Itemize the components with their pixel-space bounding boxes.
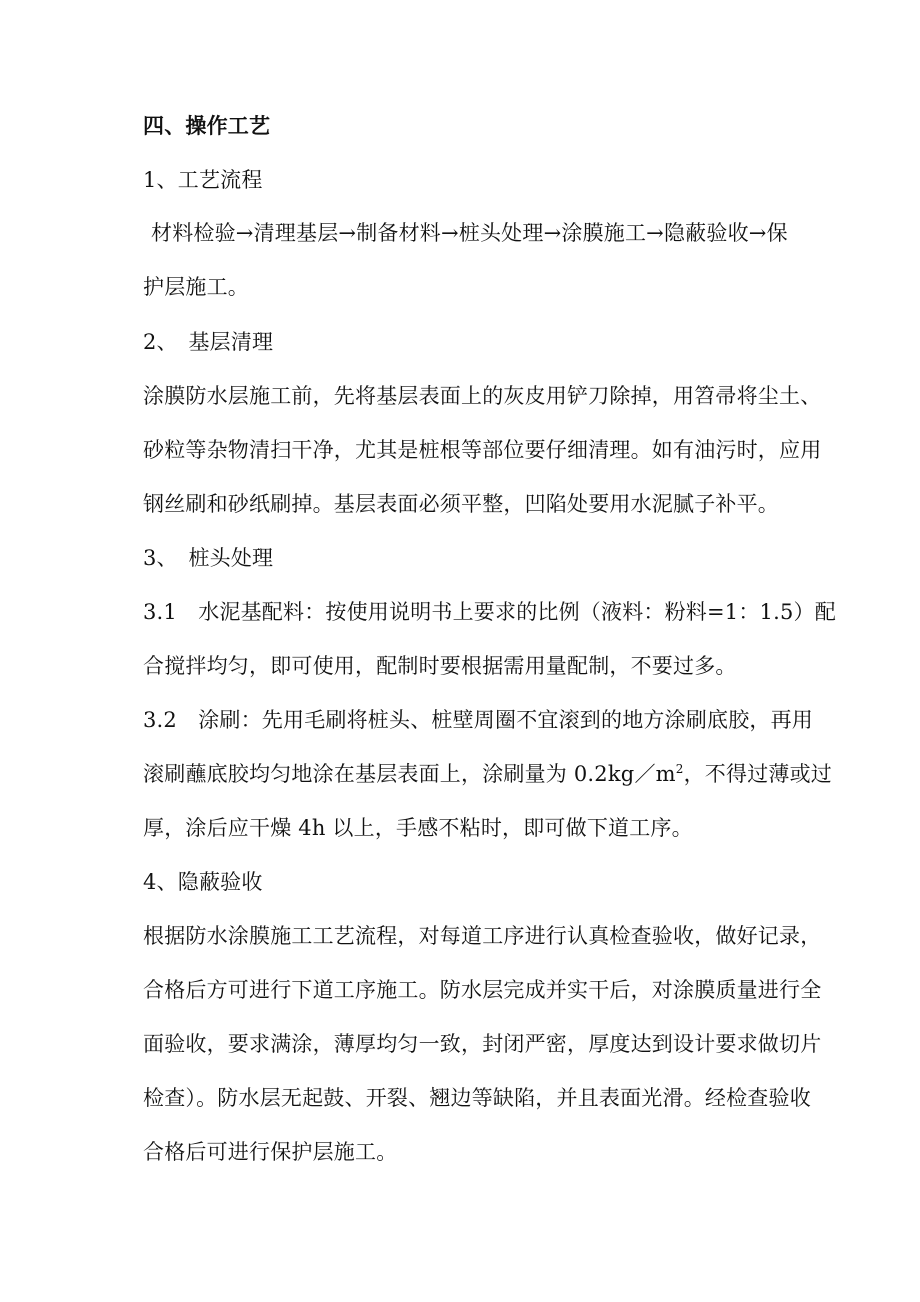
cement-mixing-line-2: 合搅拌均匀，即可使用，配制时要根据需用量配制，不要过多。 <box>143 654 737 678</box>
acceptance-line-3: 面验收，要求满涂，薄厚均匀一致，封闭严密，厚度达到设计要求做切片 <box>143 1032 822 1056</box>
acceptance-line-4: 检查）。防水层无起鼓、开裂、翘边等缺陷，并且表面光滑。经检查验收 <box>143 1086 811 1110</box>
brushing-line-1: 3.2 涂刷：先用毛刷将桩头、桩壁周圈不宜滚到的地方涂刷底胶，再用 <box>143 708 813 732</box>
base-cleaning-line-3: 钢丝刷和砂纸刷掉。基层表面必须平整，凹陷处要用水泥腻子补平。 <box>143 492 779 516</box>
section-title: 四、操作工艺 <box>143 113 271 138</box>
brushing-line-2-text-a: 滚刷蘸底胶均匀地涂在基层表面上，涂刷量为 0.2kg／m <box>143 762 676 786</box>
brushing-line-2-text-b: ，不得过薄或过 <box>683 762 833 786</box>
base-cleaning-line-2: 砂粒等杂物清扫干净，尤其是桩根等部位要仔细清理。如有油污时，应用 <box>143 438 822 462</box>
brushing-line-2 <box>143 760 843 788</box>
base-cleaning-line-1: 涂膜防水层施工前，先将基层表面上的灰皮用铲刀除掉，用笤帚将尘土、 <box>143 384 822 408</box>
brushing-line-3: 厚，涂后应干燥 4h 以上，手感不粘时，即可做下道工序。 <box>143 816 693 840</box>
process-flow-line-2: 护层施工。 <box>143 275 249 299</box>
subsection-3-title: 3、 桩头处理 <box>143 546 274 570</box>
cement-mixing-line-1: 3.1 水泥基配料：按使用说明书上要求的比例（液料：粉料=1：1.5）配 <box>143 600 836 624</box>
subsection-4-title: 4、隐蔽验收 <box>143 870 263 894</box>
acceptance-line-5: 合格后可进行保护层施工。 <box>143 1140 398 1164</box>
acceptance-line-1: 根据防水涂膜施工工艺流程，对每道工序进行认真检查验收，做好记录， <box>143 924 822 948</box>
subsection-1-title: 1、工艺流程 <box>143 168 263 192</box>
acceptance-line-2: 合格后方可进行下道工序施工。防水层完成并实干后，对涂膜质量进行全 <box>143 978 822 1002</box>
process-flow-line-1: 材料检验→清理基层→制备材料→桩头处理→涂膜施工→隐蔽验收→保 <box>151 221 788 245</box>
subsection-2-title: 2、 基层清理 <box>143 330 274 354</box>
square-meter-superscript: 2 <box>675 762 684 776</box>
